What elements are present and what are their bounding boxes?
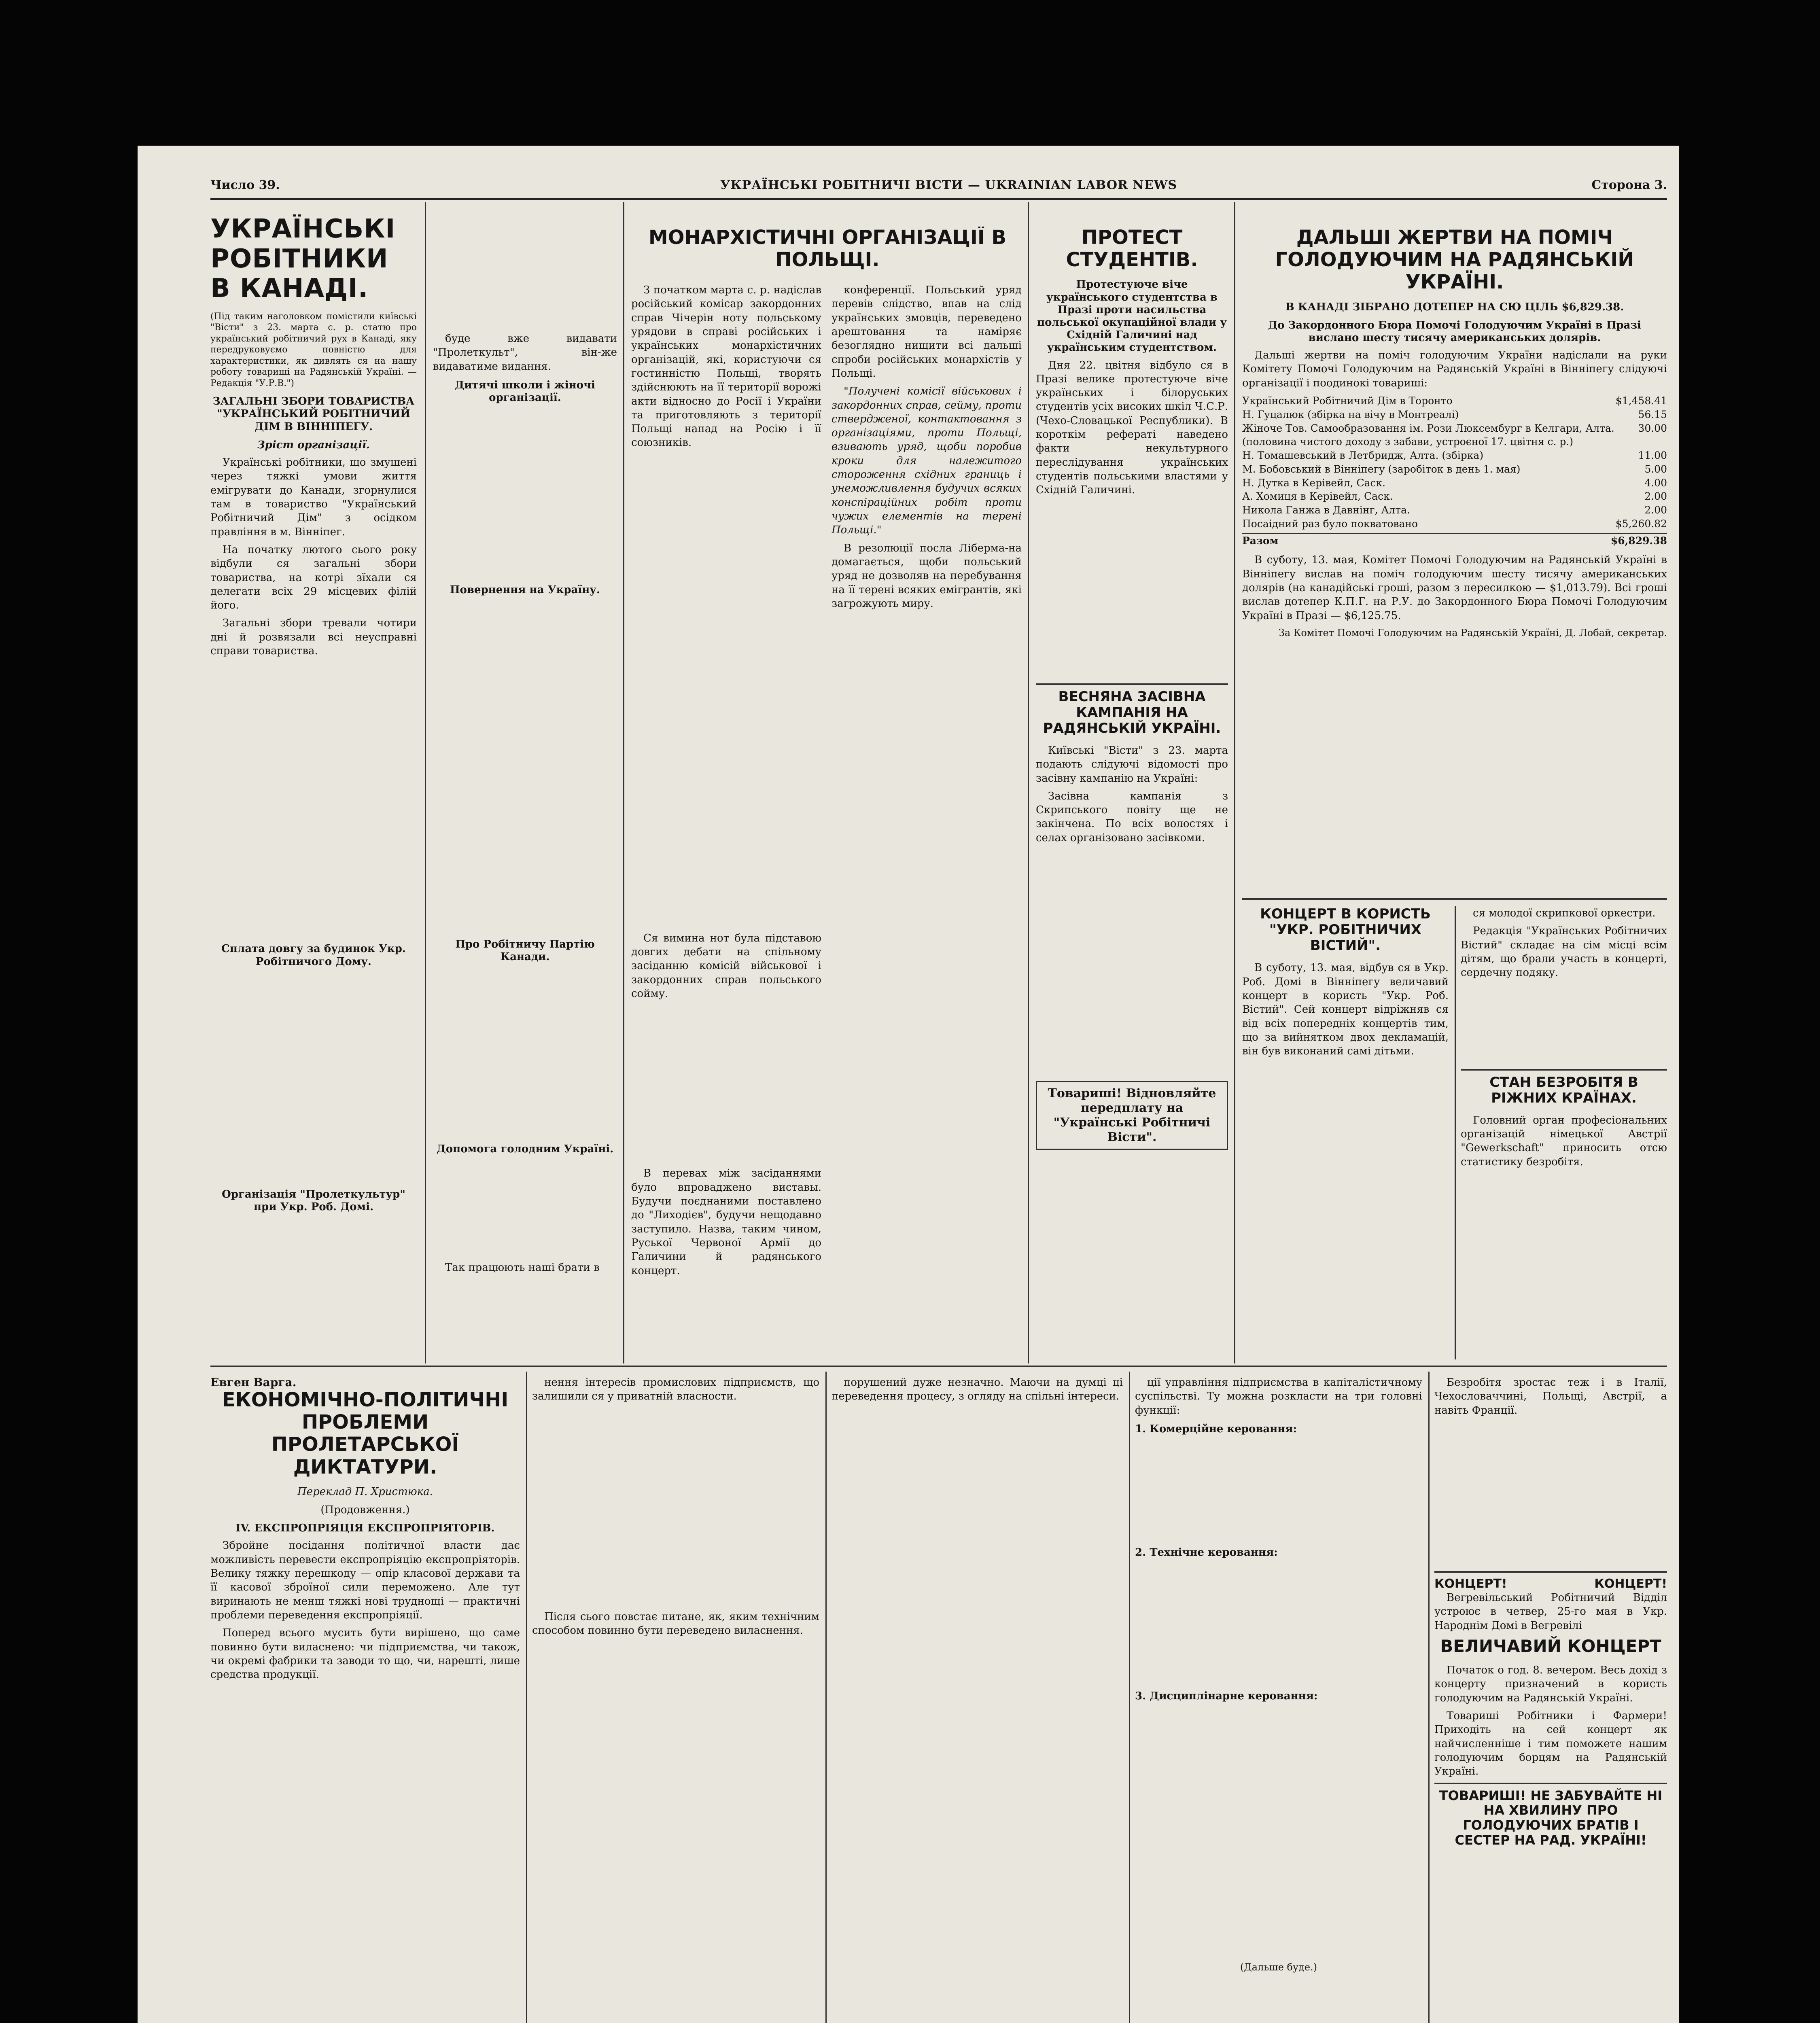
donor-name: Н. Гуцалюк (збірка на вічу в Монтреалі) — [1242, 408, 1459, 420]
paragraph: Редакція "Українських Робітничих Вістий" складає на сім місці всім дітям, що брали участь в концерті, сердечну подяку. — [1461, 925, 1667, 979]
donation-amount: 56.15 — [1638, 408, 1667, 420]
issue-number: Число 39. — [210, 178, 280, 192]
section-heading: Організація "Пролеткультур" при Укр. Роб. Домі. — [222, 1188, 405, 1213]
donation-row — [1242, 503, 1667, 517]
page-header — [210, 170, 1667, 200]
text-block — [631, 1005, 821, 1166]
article-headline: ПРОТЕСТ СТУДЕНТІВ. — [1066, 227, 1198, 271]
donation-row — [1242, 394, 1667, 408]
editor-note: (Під таким наголовком помістили київські "Вісти" з 23. марта с. р. статю про український робітничий рух в Канаді, яку передруковуємо повністю для характеристики, як дивлять ся на нашу роботу товариші на Радянській Україні. — Редакція "У.Р.В.") — [210, 311, 417, 388]
paragraph: Українські робітники, що змушені через тяжкі умови життя емігрувати до Канади, згорнулися там в товариство "Український Робітничий Дім" з осідком правління в м. Вінніпег. — [210, 456, 417, 538]
article-continuation — [532, 1376, 819, 2023]
donor-name: Никола Ганжа в Давнінг, Алта. — [1242, 504, 1410, 516]
donation-amount: 2.00 — [1644, 490, 1667, 503]
donation-amount: 30.00 — [1638, 422, 1667, 434]
donation-amount: 4.00 — [1644, 477, 1667, 489]
paragraph: Початок о год. 8. вечером. Весь дохід з концерту призначений в користь голодуючим на Радянській Україні. — [1434, 1664, 1667, 1704]
donor-name: М. Бобовський в Вінніпегу (заробіток в день 1. мая) — [1242, 463, 1521, 475]
text-block — [433, 1160, 617, 1261]
text-block — [433, 967, 617, 1137]
donation-row — [1242, 476, 1667, 490]
article-ukrainian-workers — [210, 214, 417, 1359]
donor-name: Н. Томашевський в Летбридж, Алта. (збірка) — [1242, 450, 1484, 462]
author: Евген Варга. — [210, 1376, 297, 1389]
donation-row — [1242, 462, 1667, 476]
newspaper-page — [138, 146, 1679, 2023]
concert-label: КОНЦЕРТ! — [1594, 1576, 1667, 1591]
text-block — [532, 1408, 819, 1610]
paragraph: Загальні збори тревали чотири дні й розвязали всі неусправні справи товариства. — [210, 617, 417, 657]
section-heading: IV. ЕКСПРОПРІЯЦІЯ ЕКСПРОПРІЯТОРІВ. — [235, 1522, 495, 1535]
text-block — [210, 1217, 417, 1359]
text-block — [210, 662, 417, 937]
article-student-protest — [1036, 227, 1228, 1359]
paragraph: Поперед всього мусить бути вирішено, що саме повинно бути виласнено: чи підприємства, чи також, чи окремі фабрики та заводи то що, чи, нарешті, лише средства продукції. — [210, 1627, 520, 1681]
paragraph: Після сього повстає питане, як, яким технічним способом повинно бути переведено виласнення. — [532, 1610, 819, 1637]
text-block — [1135, 1440, 1422, 1541]
concert-headline: ВЕЛИЧАВИЙ КОНЦЕРТ — [1440, 1636, 1661, 1656]
donation-amount: $1,458.41 — [1615, 395, 1667, 407]
paragraph: нення інтересів промислових підприємств, що залишили ся у приватній власности. — [532, 1376, 819, 1403]
text-block — [1036, 501, 1228, 679]
paragraph: ся молодої скрипкової оркестри. — [1473, 907, 1656, 919]
text-block — [1461, 1173, 1667, 1335]
donor-name: Жіноче Тов. Самообразовання ім. Рози Люксембург в Келгари, Алта. (половина чистого доходу з забави, устроєної 17. цвітня с. р.) — [1242, 422, 1614, 448]
article-subheading: Протестуюче віче українського студентства в Празі проти насильства польської окупаційної влади у Східній Галичині над українським студентством. — [1037, 278, 1227, 354]
article-famine-relief — [1242, 227, 1667, 890]
paragraph: Безробітя зростає теж і в Італії, Чехословаччині, Польщі, Австрії, а навіть Франції. — [1434, 1376, 1667, 1417]
text-block — [1135, 1707, 1422, 1958]
paragraph: Товариші Робітники і Фармери! Приходіть на сей концерт як найчисленніше і тим поможете нашим голодуючим борцям на Радянській Україні. — [1434, 1710, 1667, 1778]
column-rule — [425, 202, 426, 1364]
paragraph: Засівна кампанія з Скрипського повіту ще не закінчена. По всіх волостях і селах організовано засівкоми. — [1036, 790, 1228, 844]
donation-total — [1242, 533, 1667, 548]
section-rule — [1434, 1783, 1667, 1784]
column-rule — [1428, 1372, 1430, 2023]
paragraph: В перевах між засіданнями було впроваджено виставы. Будучи поєднаними поставлено до "Лиходієв", будучи нещодавно заступило. Назва, таким чином, Руської Червоної Армії до Галичини й радянського концерт. — [631, 1167, 821, 1277]
donation-row — [1242, 490, 1667, 503]
donor-name: А. Хомиця в Керівейл, Саск. — [1242, 490, 1393, 503]
continuation-note: (Дальше буде.) — [1240, 1961, 1317, 1973]
column-rule — [1455, 906, 1456, 1359]
column-rule — [1129, 1372, 1130, 2023]
article-headline: КОНЦЕРТ В КОРИСТЬ "УКР. РОБІТНИЧИХ ВІСТИЙ". — [1260, 906, 1431, 954]
total-amount: $6,829.38 — [1610, 534, 1667, 547]
donation-amount: 5.00 — [1644, 463, 1667, 475]
text-block — [433, 601, 617, 933]
article-headline: УКРАЇНСЬКІ РОБІТНИКИ В КАНАДІ. — [210, 214, 396, 304]
paragraph: Ся вимина нот була підставою довгих дебати на спільному засіданню комісій військової і закордонних справ польського сойму. — [631, 932, 821, 1000]
article-headline: СТАН БЕЗРОБІТЯ В РІЖНИХ КРАЇНАХ. — [1489, 1074, 1638, 1106]
column-rule — [825, 1372, 827, 2023]
article-headline: ДАЛЬШІ ЖЕРТВИ НА ПОМІЧ ГОЛОДУЮЧИМ НА РАДЯНСЬКІЙ УКРАЇНІ. — [1275, 227, 1634, 294]
paragraph: буде вже видавати "Пролеткульт", він-же видаватиме видання. — [433, 333, 617, 373]
paragraph: В суботу, 13. мая, відбув ся в Укр. Роб. Домі в Вінніпегу величавий концерт в користь "Укр. Роб. Вістий". Сей концерт відріжняв ся від всіх попередніх концертів тим, що за вийнятком двох декламацій, він був виконаний самі дітьми. — [1242, 962, 1449, 1058]
section-rule — [1242, 898, 1667, 900]
article-continuation — [1135, 1376, 1422, 2023]
concert-header — [1434, 1577, 1667, 1591]
donation-amount: $5,260.82 — [1615, 517, 1667, 530]
section-heading: Дитячі школи і жіночі організації. — [455, 379, 595, 404]
text-block — [210, 1686, 520, 2023]
function-heading: 3. Дисциплінарне керовання: — [1135, 1690, 1318, 1703]
paragraph: Дальші жертви на поміч голодуючим України надіслали на руки Комітету Помочі Голодуючим на Радянській Україні в Вінніпегу слідуючі організації і поодинокі товариші: — [1242, 349, 1667, 389]
donor-name: Посаідний раз було покватовано — [1242, 517, 1418, 530]
section-heading: Повернення на Україну. — [450, 584, 600, 596]
sidebar-notices — [1434, 1376, 1667, 2023]
text-block — [1135, 1563, 1422, 1684]
column-rule — [526, 1372, 527, 2023]
donation-list — [1242, 394, 1667, 531]
article-economic-problems — [210, 1376, 520, 2023]
appeal: ТОВАРИШІ! НЕ ЗАБУВАЙТЕ НІ НА ХВИЛИНУ ПРО ГОЛОДУЮЧИХ БРАТІВ І СЕСТЕР НА РАД. УКРАЇНІ! — [1439, 1788, 1663, 1848]
article-continuation — [433, 332, 617, 1359]
donation-row — [1242, 422, 1667, 449]
section-rule — [1036, 683, 1228, 685]
section-heading: ЗАГАЛЬНІ ЗБОРИ ТОВАРИСТВА "УКРАЇНСЬКИЙ РОБІТНИЧИЙ ДІМ В ВІННІПЕГУ. — [212, 395, 415, 433]
article-column-right — [832, 283, 1022, 1100]
paragraph: конференції. Польський уряд перевів слідство, впав на слід українських змовців, переведено арештовання та наміряє безоглядно нищити всі дальші спроби російських монархістів у Польщі. — [832, 284, 1022, 380]
paragraph: Так працюють наші брати в — [445, 1262, 600, 1274]
section-rule — [210, 1366, 1667, 1367]
quote: "Получені комісії військових і закордонних справ, сейму, проти ствердженої, контактовання з організаціями, проти Польщі, взивають уряд, щоби поробив кроки для належитого стороження східних границь і унеможливлення будучих всяких конспіраційних робіт проти чужих елементів на терені Польщі." — [832, 385, 1022, 536]
continuation-note: (Продовження.) — [320, 1503, 410, 1516]
article-column-left — [631, 283, 821, 1282]
donor-name: Український Робітничий Дім в Торонто — [1242, 395, 1453, 407]
text-block — [631, 454, 821, 931]
article-continuation — [832, 1376, 1123, 2023]
donor-name: Н. Дутка в Керівейл, Саск. — [1242, 477, 1386, 489]
paragraph: Головний орган професіональних організацій німецької Австрії "Gewerkschaft" приносить отсю статистику безробітя. — [1461, 1114, 1667, 1168]
article-subheading: До Закордонного Бюра Помочі Голодуючим Україні в Празі вислано шесту тисячу американських долярів. — [1268, 319, 1641, 344]
text-block — [1242, 1062, 1449, 1305]
section-heading: Допомога голодним Україні. — [436, 1143, 614, 1155]
donation-row — [1242, 517, 1667, 531]
section-heading: Сплата довгу за будинок Укр. Робітничого Дому. — [221, 943, 406, 968]
text-block — [433, 408, 617, 578]
text-block — [832, 615, 1022, 1100]
article-headline: МОНАРХІСТИЧНІ ОРГАНІЗАЦІЇ В ПОЛЬЩІ. — [648, 227, 1007, 271]
article-unemployment — [1461, 906, 1667, 1359]
text-block — [1461, 984, 1667, 1065]
article-monarchist — [631, 227, 1024, 1359]
article-subheading: В КАНАДІ ЗІБРАНО ДОТЕПЕР НА СЮ ЦІЛЬ $6,829.38. — [1285, 301, 1624, 313]
paragraph: Вегревільський Робітничий Відділ устроює в четвер, 25-го мая в Укр. Народнім Домі в Вегревілі — [1434, 1591, 1667, 1632]
article-headline: ЕКОНОМІЧНО-ПОЛІТИЧНІ ПРОБЛЕМИ ПРОЛЕТАРСЬКОЇ ДИКТАТУРИ. — [222, 1389, 509, 1478]
section-subheading: Зріст організації. — [257, 439, 370, 451]
paragraph: Дня 22. цвітня відбуло ся в Празі велике протестуюче віче українських і білоруських студентів усіх високих шкіл Ч.С.Р. (Чехо-Словацької Республики). В короткім рефераті наведено факти некультурного переслідування українських студентів польськими властями у Східній Галичині. — [1036, 359, 1228, 496]
article-concert — [1242, 906, 1449, 1359]
paragraph: Київські "Вісти" з 23. марта подають слідуючі відомості про засівну кампанію на Україні: — [1036, 744, 1228, 785]
function-heading: 2. Технічне керовання: — [1135, 1546, 1278, 1559]
article-headline: ВЕСНЯНА ЗАСІВНА КАМПАНІЯ НА РАДЯНСЬКІЙ УКРАЇНІ. — [1043, 688, 1221, 736]
section-heading: Про Робітничу Партію Канади. — [455, 938, 595, 963]
paragraph: В резолюції посла Ліберма-на домагається, щоби польський уряд не дозволяв на перебування на її терені всяких емігрантів, які загрожують миру. — [832, 542, 1022, 610]
text-block — [1434, 1421, 1667, 1567]
subscription-notice: Товариші! Відновляйте передплату на "Українські Робітничі Вісти". — [1036, 1081, 1228, 1150]
section-rule — [1434, 1571, 1667, 1573]
page-number: Сторона 3. — [1591, 178, 1667, 192]
donation-amount: 11.00 — [1638, 450, 1667, 462]
donation-row — [1242, 449, 1667, 462]
paragraph: ції управління підприємства в капіталістичному суспільстві. Ту можна розкласти на три головні функції: — [1135, 1376, 1422, 1417]
translator: Переклад П. Христюка. — [297, 1485, 433, 1498]
paragraph: Збройне посідання політичної власти дає можливість перевести експропріяцію експропріяторів. Велику тяжку перешкоду — опір класової держави та її касової зброїної сили переможено. Але тут виринають не менш тяжкі нові труднощі — практичні проблеми переведення експропріяції. — [210, 1540, 520, 1621]
column-rule — [1028, 202, 1029, 1364]
paragraph: На початку лютого сього року відбули ся загальні збори товариства, на котрі зїхали ся делегати всіх 29 місцевих філій його. — [210, 543, 417, 612]
column-rule — [623, 202, 624, 1364]
text-block — [832, 1408, 1123, 2023]
signature: За Комітет Помочі Голодуючим на Радянській Україні, Д. Лобай, секретар. — [1278, 627, 1667, 638]
text-block — [532, 1641, 819, 2023]
paragraph: З початком марта с. р. надіслав російський комісар закордонних справ Чічерін ноту польському урядови в справі російських і українських монархістичних організацій, які, користуючи ся гостинністю Польщі, творять здійснюють на її території ворожі акти відносно до Росії і України та приготовляють з території Польщі напад на Росію і її союзників. — [631, 284, 821, 449]
paragraph: порушений дуже незначно. Маючи на думці ці переведення процесу, з огляду на спільні інтереси. — [832, 1376, 1123, 1403]
text-block — [1036, 849, 1228, 1075]
donation-amount: 2.00 — [1644, 504, 1667, 516]
function-heading: 1. Комерційне керовання: — [1135, 1423, 1297, 1435]
concert-label: КОНЦЕРТ! — [1434, 1576, 1507, 1591]
text-block — [210, 972, 417, 1183]
donation-row — [1242, 408, 1667, 422]
section-rule — [1461, 1069, 1667, 1071]
paragraph: В суботу, 13. мая, Комітет Помочі Голодуючим на Радянській Україні в Вінніпегу вислав на поміч голодуючим шесту тисячу американських долярів (на канадійські гроші, разом з пересилкою — $1,013.79). Всі гроші вислав дотепер К.П.Г. на Р.У. до Закордонного Бюра Помочі Голодуючим Україні в Празі — $6,125.75. — [1242, 554, 1667, 622]
masthead-title: УКРАЇНСЬКІ РОБІТНИЧІ ВІСТИ — UKRAINIAN LABOR NEWS — [720, 178, 1177, 192]
column-rule — [1234, 202, 1235, 1364]
total-label: Разом — [1242, 534, 1279, 547]
